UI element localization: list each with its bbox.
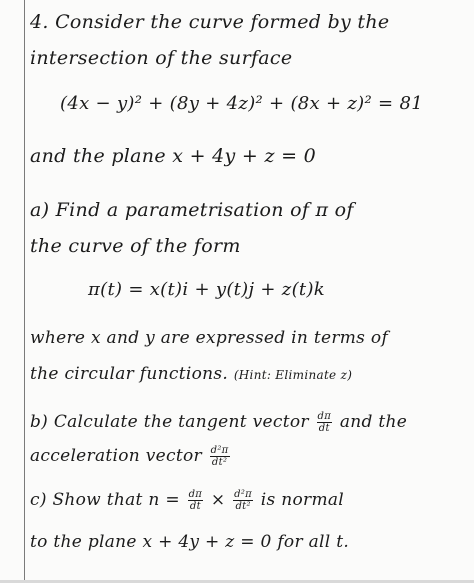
- acceleration-fraction: [210, 445, 230, 468]
- acceleration-numerator: d²π: [210, 445, 229, 456]
- part-c-frac1-numerator: dπ: [188, 489, 203, 500]
- part-c-fraction-1: [188, 489, 204, 512]
- part-c-fraction-2: [233, 489, 253, 512]
- part-c-line-1: [30, 488, 344, 512]
- part-b-suffix: and the: [339, 412, 408, 432]
- part-a-line-2: the curve of the form: [30, 235, 241, 257]
- problem-line-2: intersection of the surface: [30, 47, 293, 69]
- cross-product-sign: ×: [210, 490, 226, 510]
- problem-line-1: 4. Consider the curve formed by the: [30, 11, 390, 33]
- part-c-frac2-numerator: d²π: [234, 489, 253, 500]
- part-c-prefix: c) Show that n =: [30, 490, 180, 510]
- margin-rule: [24, 0, 25, 583]
- tangent-fraction: [317, 411, 333, 434]
- part-c-line-2: to the plane x + 4y + z = 0 for all t.: [30, 532, 350, 552]
- part-a-line-1: a) Find a parametrisation of π of: [30, 199, 354, 221]
- circular-functions-text: the circular functions.: [30, 364, 229, 384]
- part-b-line-1: [30, 410, 407, 434]
- part-c-frac2-denominator: dt²: [235, 501, 251, 512]
- hint-text: (Hint: Eliminate z): [233, 368, 353, 382]
- part-a-line-4: where x and y are expressed in terms of: [30, 328, 389, 348]
- surface-equation: (4x − y)² + (8y + 4z)² + (8x + z)² = 81: [60, 93, 423, 114]
- tangent-numerator: dπ: [317, 411, 332, 422]
- acceleration-prefix: acceleration vector: [30, 446, 202, 466]
- part-c-suffix: is normal: [260, 490, 345, 510]
- parametrisation-form: π(t) = x(t)i + y(t)j + z(t)k: [88, 279, 325, 300]
- part-b-line-2: [30, 444, 232, 468]
- plane-line: and the plane x + 4y + z = 0: [30, 145, 317, 167]
- part-b-prefix: b) Calculate the tangent vector: [30, 412, 309, 432]
- acceleration-denominator: dt²: [211, 457, 228, 468]
- tangent-denominator: dt: [318, 423, 330, 434]
- part-c-frac1-denominator: dt: [189, 501, 201, 512]
- part-a-line-5: [30, 362, 352, 387]
